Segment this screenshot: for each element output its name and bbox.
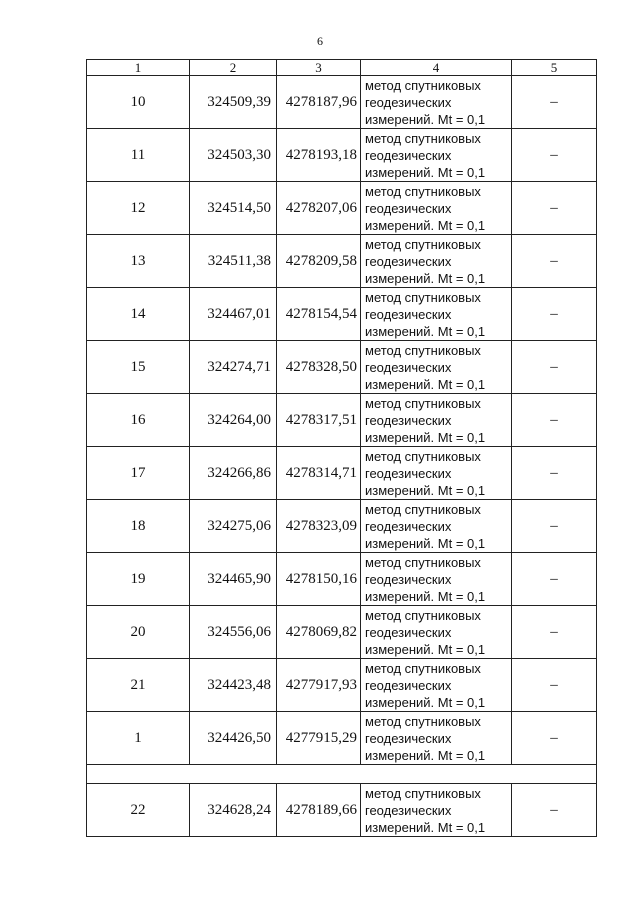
table-row [87, 394, 597, 447]
method-line: геодезических [365, 677, 452, 693]
method-line: метод спутниковых [365, 289, 481, 305]
point-number: 11 [87, 129, 190, 182]
note-dash: – [512, 500, 597, 553]
table-row [87, 784, 597, 837]
method-line: геодезических [365, 359, 452, 375]
coordinate-y: 4278314,71 [277, 447, 361, 500]
note-dash: – [512, 394, 597, 447]
header-col-2: 2 [190, 60, 277, 76]
method-description [361, 784, 512, 837]
coordinate-y: 4278207,06 [277, 182, 361, 235]
method-line: метод спутниковых [365, 77, 481, 93]
point-number: 17 [87, 447, 190, 500]
point-number: 19 [87, 553, 190, 606]
table-header-row [87, 60, 597, 76]
method-line: измерений. Mt = 0,1 [365, 694, 486, 710]
table-row [87, 712, 597, 765]
method-line: метод спутниковых [365, 395, 481, 411]
table-row [87, 341, 597, 394]
method-line: геодезических [365, 518, 452, 534]
point-number: 20 [87, 606, 190, 659]
table-row [87, 500, 597, 553]
note-dash: – [512, 235, 597, 288]
point-number: 22 [87, 784, 190, 837]
coordinate-y: 4278187,96 [277, 76, 361, 129]
method-line: метод спутниковых [365, 183, 481, 199]
method-line: геодезических [365, 465, 452, 481]
coordinate-x: 324423,48 [190, 659, 277, 712]
table-row [87, 235, 597, 288]
method-description [361, 394, 512, 447]
table-row [87, 129, 597, 182]
method-line: геодезических [365, 802, 452, 818]
note-dash: – [512, 341, 597, 394]
header-col-4: 4 [361, 60, 512, 76]
method-description [361, 606, 512, 659]
header-col-3: 3 [277, 60, 361, 76]
note-dash: – [512, 129, 597, 182]
method-description [361, 129, 512, 182]
page-number: 6 [317, 34, 323, 48]
header-col-5: 5 [512, 60, 597, 76]
table-row [87, 553, 597, 606]
method-line: геодезических [365, 94, 452, 110]
coordinate-x: 324274,71 [190, 341, 277, 394]
table-row [87, 76, 597, 129]
method-line: метод спутниковых [365, 660, 481, 676]
method-line: измерений. Mt = 0,1 [365, 376, 486, 392]
method-line: геодезических [365, 571, 452, 587]
method-line: метод спутниковых [365, 236, 481, 252]
method-line: геодезических [365, 730, 452, 746]
note-dash: – [512, 606, 597, 659]
note-dash: – [512, 182, 597, 235]
table-gap-row [87, 765, 597, 784]
method-description [361, 447, 512, 500]
point-number: 10 [87, 76, 190, 129]
coordinate-y: 4278317,51 [277, 394, 361, 447]
point-number: 1 [87, 712, 190, 765]
coordinate-x: 324275,06 [190, 500, 277, 553]
coordinate-x: 324266,86 [190, 447, 277, 500]
method-line: геодезических [365, 624, 452, 640]
method-line: измерений. Mt = 0,1 [365, 588, 486, 604]
coordinate-x: 324511,38 [190, 235, 277, 288]
coordinate-y: 4278150,16 [277, 553, 361, 606]
coordinate-y: 4278323,09 [277, 500, 361, 553]
method-line: измерений. Mt = 0,1 [365, 747, 486, 763]
coordinate-y: 4278154,54 [277, 288, 361, 341]
note-dash: – [512, 76, 597, 129]
method-line: измерений. Mt = 0,1 [365, 111, 486, 127]
method-description [361, 553, 512, 606]
coordinate-x: 324514,50 [190, 182, 277, 235]
note-dash: – [512, 553, 597, 606]
coordinate-x: 324509,39 [190, 76, 277, 129]
coordinate-x: 324628,24 [190, 784, 277, 837]
method-line: измерений. Mt = 0,1 [365, 164, 486, 180]
table-gap-cell [87, 765, 597, 784]
coordinate-y: 4278069,82 [277, 606, 361, 659]
method-description [361, 712, 512, 765]
method-line: измерений. Mt = 0,1 [365, 819, 486, 835]
method-line: измерений. Mt = 0,1 [365, 482, 486, 498]
method-line: метод спутниковых [365, 607, 481, 623]
method-line: геодезических [365, 412, 452, 428]
coordinate-y: 4277915,29 [277, 712, 361, 765]
method-line: геодезических [365, 306, 452, 322]
point-number: 18 [87, 500, 190, 553]
method-description [361, 500, 512, 553]
point-number: 16 [87, 394, 190, 447]
coordinate-y: 4278328,50 [277, 341, 361, 394]
method-line: метод спутниковых [365, 554, 481, 570]
method-description [361, 76, 512, 129]
coordinate-x: 324556,06 [190, 606, 277, 659]
coordinate-y: 4277917,93 [277, 659, 361, 712]
point-number: 12 [87, 182, 190, 235]
note-dash: – [512, 288, 597, 341]
method-line: метод спутниковых [365, 501, 481, 517]
method-line: измерений. Mt = 0,1 [365, 535, 486, 551]
table-row [87, 182, 597, 235]
point-number: 15 [87, 341, 190, 394]
note-dash: – [512, 447, 597, 500]
method-line: метод спутниковых [365, 785, 481, 801]
coordinate-y: 4278209,58 [277, 235, 361, 288]
method-line: метод спутниковых [365, 342, 481, 358]
method-line: метод спутниковых [365, 130, 481, 146]
method-line: метод спутниковых [365, 713, 481, 729]
method-description [361, 235, 512, 288]
method-description [361, 341, 512, 394]
method-description [361, 288, 512, 341]
point-number: 14 [87, 288, 190, 341]
method-description [361, 659, 512, 712]
method-line: геодезических [365, 253, 452, 269]
coordinate-x: 324465,90 [190, 553, 277, 606]
coordinate-x: 324503,30 [190, 129, 277, 182]
method-line: измерений. Mt = 0,1 [365, 217, 486, 233]
table-row [87, 606, 597, 659]
coordinate-y: 4278193,18 [277, 129, 361, 182]
point-number: 13 [87, 235, 190, 288]
method-line: измерений. Mt = 0,1 [365, 429, 486, 445]
coordinate-x: 324264,00 [190, 394, 277, 447]
note-dash: – [512, 659, 597, 712]
point-number: 21 [87, 659, 190, 712]
table-row [87, 288, 597, 341]
method-line: метод спутниковых [365, 448, 481, 464]
coordinate-x: 324467,01 [190, 288, 277, 341]
coordinates-table [86, 59, 597, 837]
note-dash: – [512, 712, 597, 765]
coordinate-x: 324426,50 [190, 712, 277, 765]
method-line: измерений. Mt = 0,1 [365, 323, 486, 339]
table-row [87, 447, 597, 500]
table-row [87, 659, 597, 712]
coordinate-y: 4278189,66 [277, 784, 361, 837]
method-line: измерений. Mt = 0,1 [365, 270, 486, 286]
method-line: измерений. Mt = 0,1 [365, 641, 486, 657]
method-line: геодезических [365, 147, 452, 163]
header-col-1: 1 [87, 60, 190, 76]
method-line: геодезических [365, 200, 452, 216]
note-dash: – [512, 784, 597, 837]
method-description [361, 182, 512, 235]
